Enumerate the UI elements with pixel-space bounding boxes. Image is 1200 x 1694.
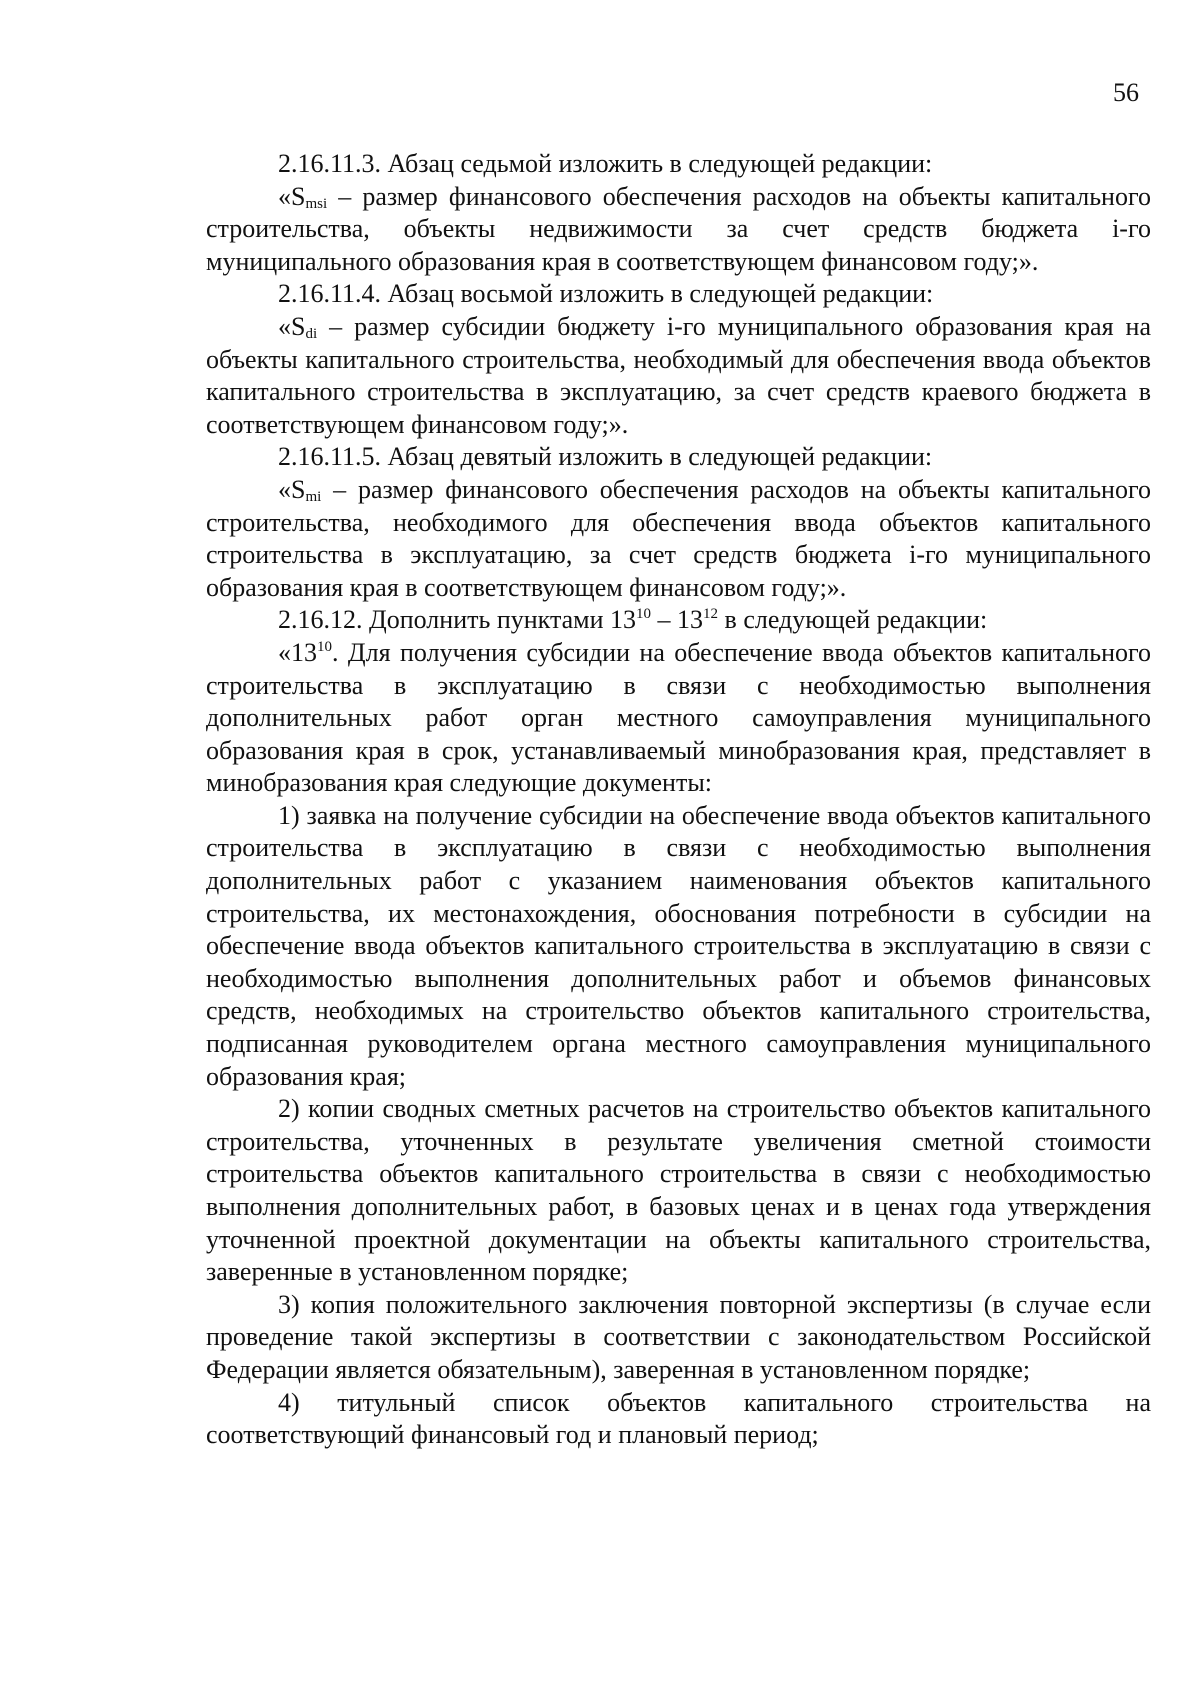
paragraph-s-msi-definition	[206, 181, 1151, 279]
subscript-di: di	[305, 325, 318, 342]
paragraph-text-start: «S	[278, 181, 306, 211]
list-item-4	[206, 1387, 1151, 1452]
paragraph-text: 2) копии сводных сметных расчетов на строительство объектов капитального строительства, уточненных в результате увеличения сметной стоимости строительства объектов капитального строительства в связи с необходимостью выполнения дополнительных работ, в базовых ценах и в ценах года утверждения уточненной проектной документации на объекты капитального строительства, заверенные в установленном порядке;	[206, 1094, 1151, 1287]
paragraph-2-16-12	[206, 604, 1151, 637]
superscript-10: 10	[636, 606, 652, 623]
paragraph-text: 2.16.11.3. Абзац седьмой изложить в следующей редакции:	[278, 149, 933, 178]
paragraph-item-13-10	[206, 637, 1151, 800]
page-number: 56	[1113, 78, 1139, 107]
subscript-msi: msi	[305, 195, 328, 212]
paragraph-text-start: 2.16.12. Дополнить пунктами 13	[278, 605, 637, 635]
paragraph-text-start: «S	[278, 311, 306, 341]
paragraph-2-16-11-5	[206, 441, 1151, 474]
paragraph-text-start: «13	[278, 637, 317, 667]
paragraph-text-rest: . Для получения субсидии на обеспечение ввода объектов капитального строительства в эксплуатацию в связи с необходимостью выполнения дополнительных работ орган местного самоуправления муниципального образования края в срок, устанавливаемый минобразования края, представляет в минобразования края следующие документы:	[206, 637, 1151, 798]
superscript-10: 10	[317, 638, 332, 655]
paragraph-text-rest: – размер субсидии бюджету i-го муниципального образования края на объекты капитального строительства, необходимый для обеспечения ввода объектов капитального строительства в эксплуатацию, за счет средств краевого бюджета в соответствующем финансовом году;».	[206, 311, 1151, 439]
superscript-12: 12	[703, 606, 719, 623]
paragraph-text: 4) титульный список объектов капитального строительства на соответствующий финансовый год и плановый период;	[206, 1387, 1151, 1450]
paragraph-text-mid: – 13	[651, 605, 704, 635]
paragraph-2-16-11-4	[206, 278, 1151, 311]
paragraph-s-mi-definition	[206, 474, 1151, 604]
paragraph-s-di-definition	[206, 311, 1151, 441]
list-item-2	[206, 1093, 1151, 1289]
paragraph-text: 2.16.11.4. Абзац восьмой изложить в следующей редакции:	[278, 279, 934, 309]
list-item-1	[206, 800, 1151, 1093]
paragraph-text: 3) копия положительного заключения повторной экспертизы (в случае если проведение такой экспертизы в соответствии с законодательством Российской Федерации является обязательным), заверенная в установленном порядке;	[206, 1289, 1151, 1384]
paragraph-text-start: «S	[278, 474, 306, 504]
paragraph-text-rest: в следующей редакции:	[718, 605, 988, 635]
list-item-3	[206, 1289, 1151, 1387]
paragraph-text-rest: – размер финансового обеспечения расходов на объекты капитального строительства, объекты недвижимости за счет средств бюджета i-го муниципального образования края в соответствующем финансовом году;».	[206, 181, 1151, 276]
paragraph-text: 2.16.11.5. Абзац девятый изложить в следующей редакции:	[278, 442, 933, 472]
subscript-mi: mi	[305, 488, 322, 505]
paragraph-2-16-11-3	[206, 148, 1151, 181]
paragraph-text: 1) заявка на получение субсидии на обеспечение ввода объектов капитального строительства в эксплуатацию в связи с необходимостью выполнения дополнительных работ с указанием наименования объектов капитального строительства, их местонахождения, обоснования потребности в субсидии на обеспечение ввода объектов капитального строительства в эксплуатацию в связи с необходимостью выполнения дополнительных работ и объемов финансовых средств, необходимых на строительство объектов капитального строительства, подписанная руководителем органа местного самоуправления муниципального образования края;	[206, 800, 1151, 1091]
document-body	[206, 148, 1151, 1452]
paragraph-text-rest: – размер финансового обеспечения расходов на объекты капитального строительства, необходимого для обеспечения ввода объектов капитального строительства в эксплуатацию, за счет средств бюджета i-го муниципального образования края в соответствующем финансовом году;».	[206, 474, 1151, 602]
